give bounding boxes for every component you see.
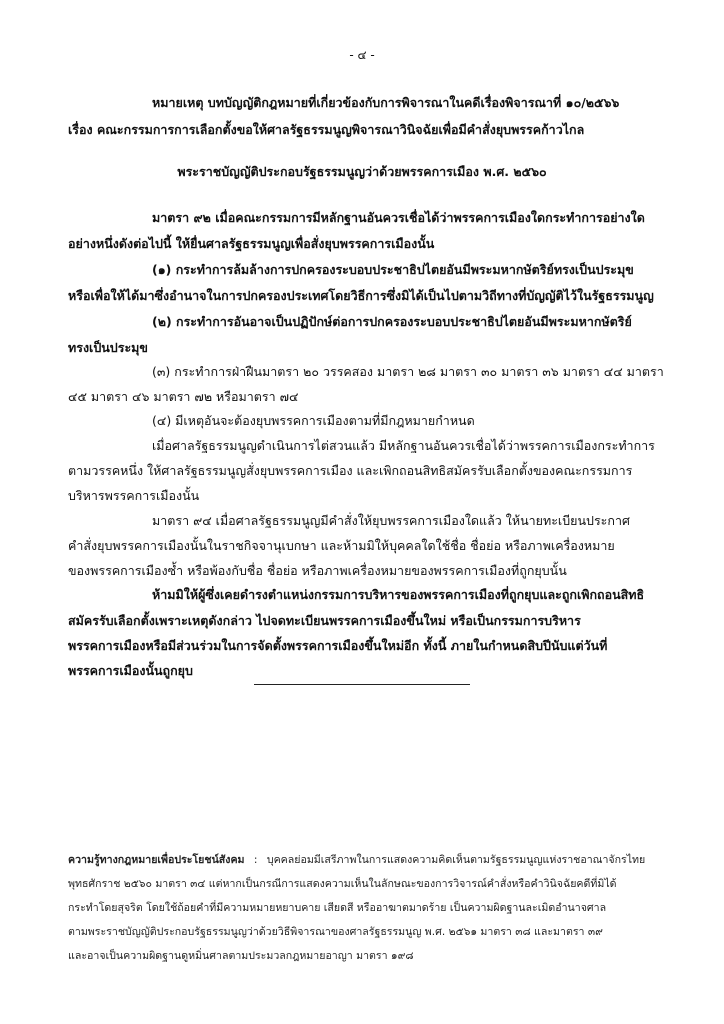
footer-heading: ความรู้ทางกฎหมายเพื่อประโยชน์สังคม [68, 854, 245, 866]
section-92-line-2: อย่างหนึ่งดังต่อไปนี้ ให้ยื่นศาลรัฐธรรมนูญเพื่อสั่งยุบพรรคการเมืองนั้น [68, 236, 435, 251]
section-94-bold-line-1: ห้ามมิให้ผู้ซึ่งเคยดำรงตำแหน่งกรรมการบริหารของพรรคการเมืองที่ถูกยุบและถูกเพิกถอนสิทธิ [152, 587, 645, 602]
subject-line: เรื่อง คณะกรรมการการเลือกตั้งขอให้ศาลรัฐธรรมนูญพิจารณาวินิจฉัยเพื่อมีคำสั่งยุบพรรคก้าวไกล [68, 122, 585, 137]
section-92-item-1-line-2: หรือเพื่อให้ได้มาซึ่งอำนาจในการปกครองประเทศโดยวิธีการซึ่งมิได้เป็นไปตามวิถีทางที่บัญญัติไว้ในรัฐธรรมนูญ [68, 288, 654, 303]
section-92-item-2-line-1: (๒) กระทำการอันอาจเป็นปฏิปักษ์ต่อการปกครองระบอบประชาธิปไตยอันมีพระมหากษัตริย์ [152, 314, 632, 329]
section-94-line-2: คำสั่งยุบพรรคการเมืองนั้นในราชกิจจานุเบกษา และห้ามมิให้บุคคลใดใช้ชื่อ ชื่อย่อ หรือภาพเครื่องหมาย [68, 538, 615, 553]
section-92-item-4-line-1: (๔) มีเหตุอันจะต้องยุบพรรคการเมืองตามที่มีกฎหมายกำหนด [152, 413, 475, 428]
act-title: พระราชบัญญัติประกอบรัฐธรรมนูญว่าด้วยพรรคการเมือง พ.ศ. ๒๕๖๐ [177, 164, 547, 179]
footer-line-4: ตามพระราชบัญญัติประกอบรัฐธรรมนูญว่าด้วยวิธีพิจารณาของศาลรัฐธรรมนูญ พ.ศ. ๒๕๖๑ มาตรา ๓๘ และมาตรา ๓๙ [68, 926, 603, 938]
section-94-line-1: มาตรา ๙๔ เมื่อศาลรัฐธรรมนูญมีคำสั่งให้ยุบพรรคการเมืองใดแล้ว ให้นายทะเบียนประกาศ [152, 513, 630, 528]
section-92-paragraph-line-2: ตามวรรคหนึ่ง ให้ศาลรัฐธรรมนูญสั่งยุบพรรคการเมือง และเพิกถอนสิทธิสมัครรับเลือกตั้งของคณะกรรมการ [68, 463, 633, 478]
page-number: - ๔ - [349, 48, 375, 62]
section-92-item-1-line-1: (๑) กระทำการล้มล้างการปกครองระบอบประชาธิปไตยอันมีพระมหากษัตริย์ทรงเป็นประมุข [152, 262, 634, 277]
section-92-paragraph-line-1: เมื่อศาลรัฐธรรมนูญดำเนินการไต่สวนแล้ว มีหลักฐานอันควรเชื่อได้ว่าพรรคการเมืองกระทำการ [152, 438, 655, 453]
remark-line: หมายเหตุ บทบัญญัติกฎหมายที่เกี่ยวข้องกับการพิจารณาในคดีเรื่องพิจารณาที่ ๑๐/๒๕๖๖ [152, 95, 620, 110]
section-92-paragraph-line-3: บริหารพรรคการเมืองนั้น [68, 488, 200, 503]
section-92-line-1: มาตรา ๙๒ เมื่อคณะกรรมการมีหลักฐานอันควรเชื่อได้ว่าพรรคการเมืองใดกระทำการอย่างใด [152, 210, 645, 225]
footer-line-1-text: บุคคลย่อมมีเสรีภาพในการแสดงความคิดเห็นตามรัฐธรรมนูญแห่งราชอาณาจักรไทย [266, 854, 646, 866]
footer-separator: : [253, 854, 258, 866]
section-94-bold-line-4: พรรคการเมืองนั้นถูกยุบ [68, 663, 193, 678]
footer-line-3: กระทำโดยสุจริต โดยใช้ถ้อยคำที่มีความหมายหยาบคาย เสียดสี หรืออาฆาตมาดร้าย เป็นความผิดฐานละเมิดอำนาจศาล [68, 902, 607, 914]
section-92-item-3-line-1: (๓) กระทำการฝ่าฝืนมาตรา ๒๐ วรรคสอง มาตรา ๒๘ มาตรา ๓๐ มาตรา ๓๖ มาตรา ๔๔ มาตรา [152, 364, 664, 379]
footer-line-2: พุทธศักราช ๒๕๖๐ มาตรา ๓๔ แต่หากเป็นกรณีการแสดงความเห็นในลักษณะของการวิจารณ์คำสั่งหรือคำวินิจฉัยคดีที่มิได้ [68, 878, 617, 890]
footer-line-5: และอาจเป็นความผิดฐานดูหมิ่นศาลตามประมวลกฎหมายอาญา มาตรา ๑๙๘ [68, 950, 414, 962]
section-divider [254, 684, 470, 685]
section-94-bold-line-2: สมัครรับเลือกตั้งเพราะเหตุดังกล่าว ไปจดทะเบียนพรรคการเมืองขึ้นใหม่ หรือเป็นกรรมการบริหาร [68, 613, 581, 628]
footer-line-1 [68, 853, 645, 867]
section-94-bold-line-3: พรรคการเมืองหรือมีส่วนร่วมในการจัดตั้งพรรคการเมืองขึ้นใหม่อีก ทั้งนี้ ภายในกำหนดสิบปีนับแต่วันที่ [68, 638, 608, 653]
section-92-item-2-line-2: ทรงเป็นประมุข [68, 340, 148, 355]
section-92-item-3-line-2: ๔๕ มาตรา ๔๖ มาตรา ๗๒ หรือมาตรา ๗๔ [68, 389, 299, 404]
section-94-line-3: ของพรรคการเมืองซ้ำ หรือพ้องกับชื่อ ชื่อย่อ หรือภาพเครื่องหมายของพรรคการเมืองที่ถูกยุบนั้น [68, 563, 567, 578]
